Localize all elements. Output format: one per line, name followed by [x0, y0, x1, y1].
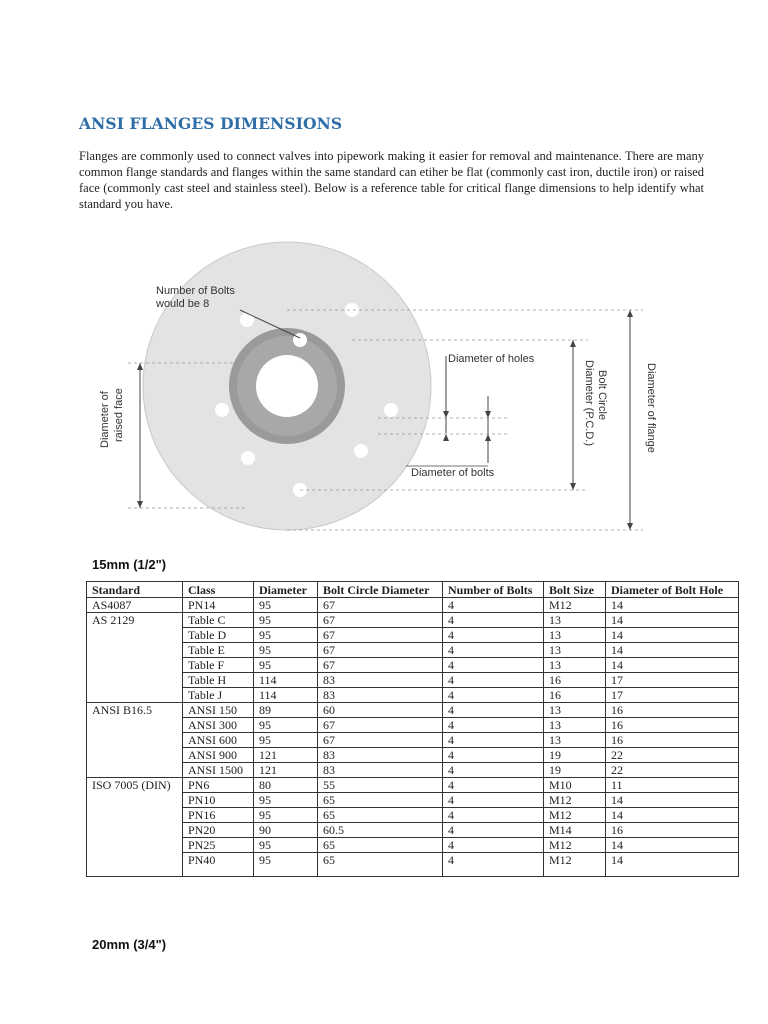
cell-bolt-circle-diameter: 83 [318, 763, 443, 778]
cell-number-of-bolts: 4 [443, 808, 544, 823]
cell-class: ANSI 900 [183, 748, 254, 763]
cell-bolt-circle-diameter: 67 [318, 598, 443, 613]
cell-bolt-size: M12 [544, 598, 606, 613]
cell-bolt-hole-diameter: 14 [606, 808, 739, 823]
table-body [87, 598, 739, 877]
table-row [87, 703, 739, 718]
cell-bolt-size: M14 [544, 823, 606, 838]
cell-diameter: 114 [254, 673, 318, 688]
bolt-hole [384, 403, 398, 417]
table-row [87, 718, 739, 733]
cell-bolt-circle-diameter: 67 [318, 613, 443, 628]
table-row [87, 853, 739, 877]
bolt-hole [293, 333, 307, 347]
cell-standard: ISO 7005 (DIN) [87, 778, 183, 877]
cell-bolt-hole-diameter: 14 [606, 658, 739, 673]
table-row [87, 613, 739, 628]
table-row [87, 763, 739, 778]
cell-bolt-hole-diameter: 16 [606, 823, 739, 838]
cell-bolt-circle-diameter: 65 [318, 853, 443, 877]
arrow [137, 363, 143, 370]
flange-diagram-svg [88, 228, 678, 538]
cell-diameter: 95 [254, 808, 318, 823]
cell-bolt-size: 19 [544, 748, 606, 763]
cell-number-of-bolts: 4 [443, 823, 544, 838]
cell-class: ANSI 150 [183, 703, 254, 718]
label-bolt-circle-1: Bolt Circle [596, 370, 608, 421]
cell-bolt-size: 13 [544, 658, 606, 673]
cell-diameter: 95 [254, 718, 318, 733]
cell-diameter: 80 [254, 778, 318, 793]
flange-diagram [88, 228, 678, 538]
cell-bolt-circle-diameter: 67 [318, 733, 443, 748]
cell-diameter: 90 [254, 823, 318, 838]
cell-number-of-bolts: 4 [443, 748, 544, 763]
cell-bolt-size: 13 [544, 643, 606, 658]
cell-bolt-hole-diameter: 22 [606, 748, 739, 763]
table-row [87, 748, 739, 763]
cell-class: Table F [183, 658, 254, 673]
cell-bolt-hole-diameter: 14 [606, 838, 739, 853]
arrow [443, 434, 449, 441]
cell-number-of-bolts: 4 [443, 598, 544, 613]
cell-class: PN6 [183, 778, 254, 793]
cell-class: PN25 [183, 838, 254, 853]
table-row [87, 808, 739, 823]
cell-bolt-circle-diameter: 67 [318, 628, 443, 643]
cell-bolt-circle-diameter: 65 [318, 793, 443, 808]
document-title: ANSI FLANGES DIMENSIONS [79, 114, 343, 133]
cell-class: ANSI 1500 [183, 763, 254, 778]
cell-bolt-hole-diameter: 14 [606, 793, 739, 808]
header-bolt-circle-diameter: Bolt Circle Diameter [318, 582, 443, 598]
cell-bolt-size: 13 [544, 628, 606, 643]
header-standard: Standard [87, 582, 183, 598]
cell-diameter: 95 [254, 613, 318, 628]
flange-bore [256, 355, 318, 417]
table-row [87, 628, 739, 643]
cell-number-of-bolts: 4 [443, 643, 544, 658]
cell-bolt-circle-diameter: 65 [318, 838, 443, 853]
intro-paragraph: Flanges are commonly used to connect valves into pipework making it easier for removal and maintenance. There are many common flange standards and flanges within the same standard can etiher be flat (commonly cast iron, ductile iron) or raised face (commonly cast steel and stainless steel). Below is a reference table for critical flange dimensions to help identify what standard you have. [79, 149, 704, 211]
arrow [485, 434, 491, 441]
table-row [87, 733, 739, 748]
cell-bolt-size: 16 [544, 673, 606, 688]
header-class: Class [183, 582, 254, 598]
cell-diameter: 95 [254, 793, 318, 808]
label-bolts-diameter: Diameter of bolts [411, 467, 495, 479]
table-row [87, 688, 739, 703]
table-header-row [87, 582, 739, 598]
cell-diameter: 95 [254, 658, 318, 673]
label-raised-face-1: Diameter of [99, 391, 111, 448]
cell-diameter: 95 [254, 853, 318, 877]
cell-bolt-hole-diameter: 14 [606, 598, 739, 613]
cell-bolt-size: M12 [544, 808, 606, 823]
header-bolt-hole-diameter: Diameter of Bolt Hole [606, 582, 739, 598]
cell-number-of-bolts: 4 [443, 628, 544, 643]
cell-bolt-circle-diameter: 67 [318, 718, 443, 733]
table-row [87, 838, 739, 853]
section-heading: 20mm (3/4") [92, 937, 167, 952]
cell-class: PN16 [183, 808, 254, 823]
cell-class: PN14 [183, 598, 254, 613]
bolt-hole [215, 403, 229, 417]
cell-diameter: 121 [254, 748, 318, 763]
cell-bolt-hole-diameter: 14 [606, 643, 739, 658]
cell-bolt-size: M12 [544, 838, 606, 853]
cell-bolt-circle-diameter: 60 [318, 703, 443, 718]
cell-bolt-hole-diameter: 14 [606, 853, 739, 877]
cell-class: PN10 [183, 793, 254, 808]
cell-bolt-circle-diameter: 83 [318, 688, 443, 703]
cell-bolt-circle-diameter: 65 [318, 808, 443, 823]
cell-class: Table J [183, 688, 254, 703]
cell-bolt-circle-diameter: 60.5 [318, 823, 443, 838]
cell-bolt-circle-diameter: 83 [318, 673, 443, 688]
table-row [87, 778, 739, 793]
cell-bolt-size: M12 [544, 853, 606, 877]
arrow [485, 411, 491, 418]
label-bolts-2: would be 8 [156, 298, 210, 310]
cell-class: ANSI 600 [183, 733, 254, 748]
cell-bolt-hole-diameter: 17 [606, 688, 739, 703]
arrow [627, 310, 633, 317]
cell-diameter: 95 [254, 643, 318, 658]
cell-bolt-size: 16 [544, 688, 606, 703]
table-row [87, 643, 739, 658]
header-bolt-size: Bolt Size [544, 582, 606, 598]
cell-number-of-bolts: 4 [443, 793, 544, 808]
section-heading: 15mm (1/2") [92, 557, 167, 572]
cell-bolt-size: M10 [544, 778, 606, 793]
cell-number-of-bolts: 4 [443, 688, 544, 703]
arrow [443, 411, 449, 418]
cell-number-of-bolts: 4 [443, 763, 544, 778]
cell-bolt-hole-diameter: 11 [606, 778, 739, 793]
cell-number-of-bolts: 4 [443, 703, 544, 718]
cell-bolt-size: 19 [544, 763, 606, 778]
cell-bolt-circle-diameter: 67 [318, 643, 443, 658]
table-row [87, 658, 739, 673]
cell-bolt-hole-diameter: 16 [606, 733, 739, 748]
header-diameter: Diameter [254, 582, 318, 598]
cell-number-of-bolts: 4 [443, 613, 544, 628]
cell-diameter: 95 [254, 733, 318, 748]
label-flange-diameter: Diameter of flange [645, 363, 657, 453]
cell-class: PN20 [183, 823, 254, 838]
cell-standard: AS4087 [87, 598, 183, 613]
table-row [87, 793, 739, 808]
cell-standard: AS 2129 [87, 613, 183, 703]
label-holes: Diameter of holes [448, 353, 535, 365]
cell-diameter: 114 [254, 688, 318, 703]
label-bolt-circle-2: Diameter (P.C.D.) [583, 360, 595, 446]
table-row [87, 598, 739, 613]
cell-class: Table E [183, 643, 254, 658]
cell-diameter: 121 [254, 763, 318, 778]
cell-bolt-circle-diameter: 55 [318, 778, 443, 793]
bolt-hole [241, 451, 255, 465]
cell-bolt-hole-diameter: 16 [606, 703, 739, 718]
cell-bolt-hole-diameter: 14 [606, 628, 739, 643]
label-raised-face-2: raised face [113, 388, 125, 442]
flange-dimension-table [86, 581, 739, 877]
cell-bolt-size: 13 [544, 703, 606, 718]
header-number-of-bolts: Number of Bolts [443, 582, 544, 598]
label-bolts-1: Number of Bolts [156, 285, 235, 297]
cell-class: ANSI 300 [183, 718, 254, 733]
cell-number-of-bolts: 4 [443, 733, 544, 748]
cell-bolt-circle-diameter: 67 [318, 658, 443, 673]
bolt-hole [354, 444, 368, 458]
cell-diameter: 95 [254, 838, 318, 853]
table-row [87, 673, 739, 688]
cell-standard: ANSI B16.5 [87, 703, 183, 778]
cell-class: Table D [183, 628, 254, 643]
cell-bolt-size: 13 [544, 733, 606, 748]
cell-number-of-bolts: 4 [443, 658, 544, 673]
cell-number-of-bolts: 4 [443, 778, 544, 793]
cell-class: Table C [183, 613, 254, 628]
cell-bolt-hole-diameter: 16 [606, 718, 739, 733]
cell-bolt-hole-diameter: 22 [606, 763, 739, 778]
cell-number-of-bolts: 4 [443, 673, 544, 688]
cell-diameter: 95 [254, 598, 318, 613]
cell-diameter: 95 [254, 628, 318, 643]
arrow [570, 340, 576, 347]
cell-bolt-size: 13 [544, 718, 606, 733]
cell-bolt-hole-diameter: 17 [606, 673, 739, 688]
cell-class: Table H [183, 673, 254, 688]
arrow [137, 501, 143, 508]
cell-number-of-bolts: 4 [443, 853, 544, 877]
cell-bolt-size: 13 [544, 613, 606, 628]
table-row [87, 823, 739, 838]
cell-bolt-hole-diameter: 14 [606, 613, 739, 628]
cell-diameter: 89 [254, 703, 318, 718]
arrow [570, 483, 576, 490]
cell-class: PN40 [183, 853, 254, 877]
cell-number-of-bolts: 4 [443, 838, 544, 853]
cell-number-of-bolts: 4 [443, 718, 544, 733]
cell-bolt-size: M12 [544, 793, 606, 808]
cell-bolt-circle-diameter: 83 [318, 748, 443, 763]
arrow [627, 523, 633, 530]
